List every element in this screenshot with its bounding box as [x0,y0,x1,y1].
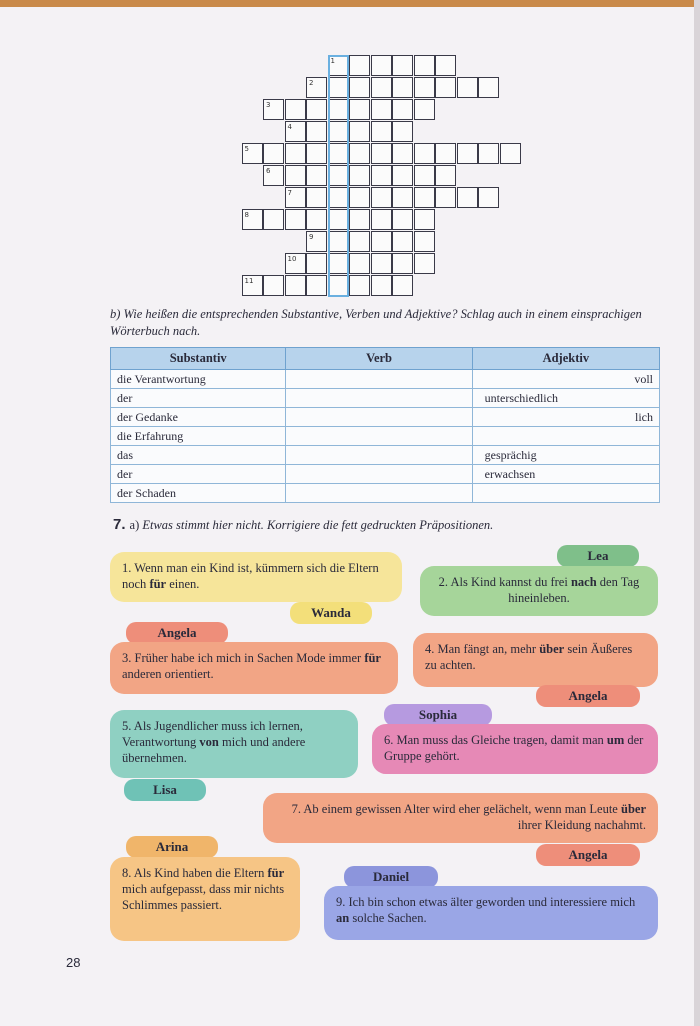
crossword-cell [263,143,284,164]
crossword-cell [371,187,392,208]
table-cell: der [111,465,286,484]
speech-bubble-5 [110,710,358,778]
bubble-text: der Gruppe gehört. [384,733,644,763]
crossword-cell [392,253,413,274]
table-cell: erwachsen [472,465,659,484]
crossword-cell [435,187,456,208]
crossword-cell [328,99,349,120]
crossword-cell [371,275,392,296]
speaker-tag-wanda: Wanda [290,602,372,624]
bubble-preposition: um [606,733,625,747]
crossword-cell [478,187,499,208]
bubble-text: 6. Man muss das Gleiche tragen, damit man [384,733,607,747]
bubble-preposition: über [539,642,565,656]
speech-bubble-2 [420,566,658,616]
clue-number: 4 [287,123,292,131]
crossword-cell [306,275,327,296]
speech-bubble-1 [110,552,402,602]
speaker-tag-sophia: Sophia [384,704,492,726]
table-cell: gesprächig [472,446,659,465]
crossword-cell [285,143,306,164]
table-cell: der Gedanke [111,408,286,427]
crossword-cell [414,231,435,252]
crossword-cell [349,121,370,142]
crossword-cell [392,55,413,76]
bubble-preposition: über [621,802,646,816]
crossword-cell [435,143,456,164]
crossword-cell [414,143,435,164]
speaker-tag-daniel: Daniel [344,866,438,888]
crossword-cell [306,143,327,164]
crossword-cell [306,253,327,274]
crossword-cell [349,99,370,120]
crossword-cell [392,187,413,208]
table-cell: die Erfahrung [111,427,286,446]
clue-number: 6 [266,167,271,175]
crossword-cell [414,165,435,186]
crossword-cell [328,143,349,164]
page-number: 28 [66,955,81,970]
bubble-text: anderen orientiert. [122,667,214,681]
col-header-adjektiv: Adjektiv [472,348,659,370]
crossword-cell [349,275,370,296]
crossword-cell [349,77,370,98]
crossword-cell [435,55,456,76]
crossword-cell [457,143,478,164]
crossword-cell [371,99,392,120]
clue-number: 1 [330,57,335,65]
bubble-text: solche Sachen. [349,911,427,925]
speaker-tag-angela: Angela [126,622,228,644]
table-row [111,427,660,446]
crossword-cell [328,55,349,76]
crossword-cell [371,55,392,76]
speaker-tag-angela: Angela [536,685,640,707]
crossword-cell [328,121,349,142]
crossword-cell [328,165,349,186]
crossword-cell [285,187,306,208]
bubble-preposition: für [364,651,381,665]
clue-number: 7 [287,189,292,197]
bubble-text: mich und andere übernehmen. [122,735,306,765]
table-cell: der [111,389,286,408]
crossword-cell [392,275,413,296]
table-cell: voll [472,370,659,389]
crossword-cell [285,165,306,186]
crossword-cell [392,121,413,142]
bubble-text: 5. Als Jugendlicher muss ich lernen, Verantwortung [122,719,303,749]
crossword-cell [414,209,435,230]
crossword-cell [242,209,263,230]
crossword-cell [328,253,349,274]
crossword-cell [242,275,263,296]
crossword-cell [349,187,370,208]
crossword-cell [457,187,478,208]
table-cell [286,446,472,465]
exercise-number: 7. [113,516,126,533]
table-cell [286,465,472,484]
table-row [111,484,660,503]
crossword-cell [371,165,392,186]
crossword-cell [242,143,263,164]
crossword-cell [285,209,306,230]
crossword-cell [371,77,392,98]
speech-bubble-8 [110,857,300,941]
speaker-tag-lea: Lea [557,545,639,567]
crossword-cell [371,209,392,230]
clue-number: 5 [244,145,249,153]
speech-bubble-4 [413,633,658,687]
bubble-preposition: für [267,866,285,880]
bubble-text: 8. Als Kind haben die Eltern [122,866,268,880]
exercise-part: a) [129,518,140,532]
table-cell [286,484,472,503]
speech-bubble-7 [263,793,658,843]
crossword-cell [263,99,284,120]
table-cell [472,427,659,446]
table-cell: unterschiedlich [472,389,659,408]
bubble-text: 3. Früher habe ich mich in Sachen Mode immer [122,651,365,665]
crossword-cell [328,275,349,296]
table-row [111,370,660,389]
crossword-cell [392,231,413,252]
crossword-cell [371,253,392,274]
bubble-preposition: von [199,735,219,749]
word-table [110,347,660,503]
crossword-cell [349,209,370,230]
table-cell: der Schaden [111,484,286,503]
crossword-cell [306,165,327,186]
crossword-cell [285,99,306,120]
table-cell: lich [472,408,659,427]
clue-number: 8 [244,211,249,219]
clue-number: 2 [309,79,314,87]
bubble-text: 9. Ich bin schon etwas älter geworden und interessiere mich [336,895,636,909]
crossword-cell [263,165,284,186]
crossword-cell [306,209,327,230]
speech-bubble-6 [372,724,658,774]
bubble-text: einen. [166,577,200,591]
table-cell [286,389,472,408]
table-cell [472,484,659,503]
table-row [111,446,660,465]
col-header-substantiv: Substantiv [111,348,286,370]
crossword-cell [500,143,521,164]
crossword-cell [328,209,349,230]
crossword-cell [457,77,478,98]
crossword-cell [263,275,284,296]
crossword-cell [285,253,306,274]
col-header-verb: Verb [286,348,472,370]
bubble-preposition: an [336,911,350,925]
page-edge [694,0,700,1026]
crossword-cell [306,187,327,208]
crossword-cell [414,55,435,76]
speaker-tag-lisa: Lisa [124,779,206,801]
speaker-tag-arina: Arina [126,836,218,858]
crossword-cell [328,187,349,208]
exercise-instruction: Etwas stimmt hier nicht. Korrigiere die fett gedruckten Präpositionen. [142,518,494,532]
crossword-cell [349,165,370,186]
clue-number: 9 [309,233,314,241]
speech-bubble-9 [324,886,658,940]
bubble-text: den Tag hineinleben. [508,575,640,605]
clue-number: 3 [266,101,271,109]
crossword-cell [392,99,413,120]
crossword-cell [306,231,327,252]
bubble-text: ihrer Kleidung nachahmt. [517,818,646,832]
crossword-cell [349,253,370,274]
crossword-cell [285,121,306,142]
crossword-cell [478,77,499,98]
bubble-text: 2. Als Kind kannst du frei [438,575,571,589]
crossword-cell [371,121,392,142]
crossword-cell [371,143,392,164]
table-cell: das [111,446,286,465]
clue-number: 10 [287,255,297,263]
crossword-cell [435,165,456,186]
crossword-cell [392,143,413,164]
crossword-cell [285,275,306,296]
crossword-cell [306,99,327,120]
crossword-cell [414,187,435,208]
table-row [111,465,660,484]
bubble-text: sein Äußeres zu achten. [425,642,633,672]
bubble-text: 4. Man fängt an, mehr [425,642,540,656]
crossword-cell [414,77,435,98]
table-cell: die Verantwortung [111,370,286,389]
crossword-cell [349,231,370,252]
bubble-text: 7. Ab einem gewissen Alter wird eher gelächelt, wenn man Leute [291,802,621,816]
crossword-cell [392,77,413,98]
crossword-cell [478,143,499,164]
crossword-cell [392,209,413,230]
crossword-cell [263,209,284,230]
crossword-cell [328,231,349,252]
crossword-cell [306,121,327,142]
table-row [111,408,660,427]
bubble-preposition: nach [570,575,597,589]
table-cell [286,427,472,446]
exercise-7-heading [113,516,493,533]
crossword-cell [435,77,456,98]
speaker-tag-angela: Angela [536,844,640,866]
table-cell [286,408,472,427]
clue-number: 11 [244,277,254,285]
crossword-cell [349,55,370,76]
top-border [0,0,700,7]
table-row [111,389,660,408]
crossword-cell [306,77,327,98]
crossword-cell [392,165,413,186]
bubble-text: mich aufgepasst, dass mir nichts Schlimmes passiert. [122,882,285,912]
crossword-cell [371,231,392,252]
instruction-b: b) Wie heißen die entsprechenden Substantive, Verben und Adjektive? Schlag auch in einem einsprachigen Wörterbuch nach. [110,307,642,338]
crossword-cell [328,77,349,98]
bubble-preposition: für [149,577,167,591]
table-cell [286,370,472,389]
speech-bubble-3 [110,642,398,694]
crossword-cell [414,99,435,120]
crossword-cell [414,253,435,274]
bubble-text: 1. Wenn man ein Kind ist, kümmern sich die Eltern noch [122,561,379,591]
crossword-cell [349,143,370,164]
